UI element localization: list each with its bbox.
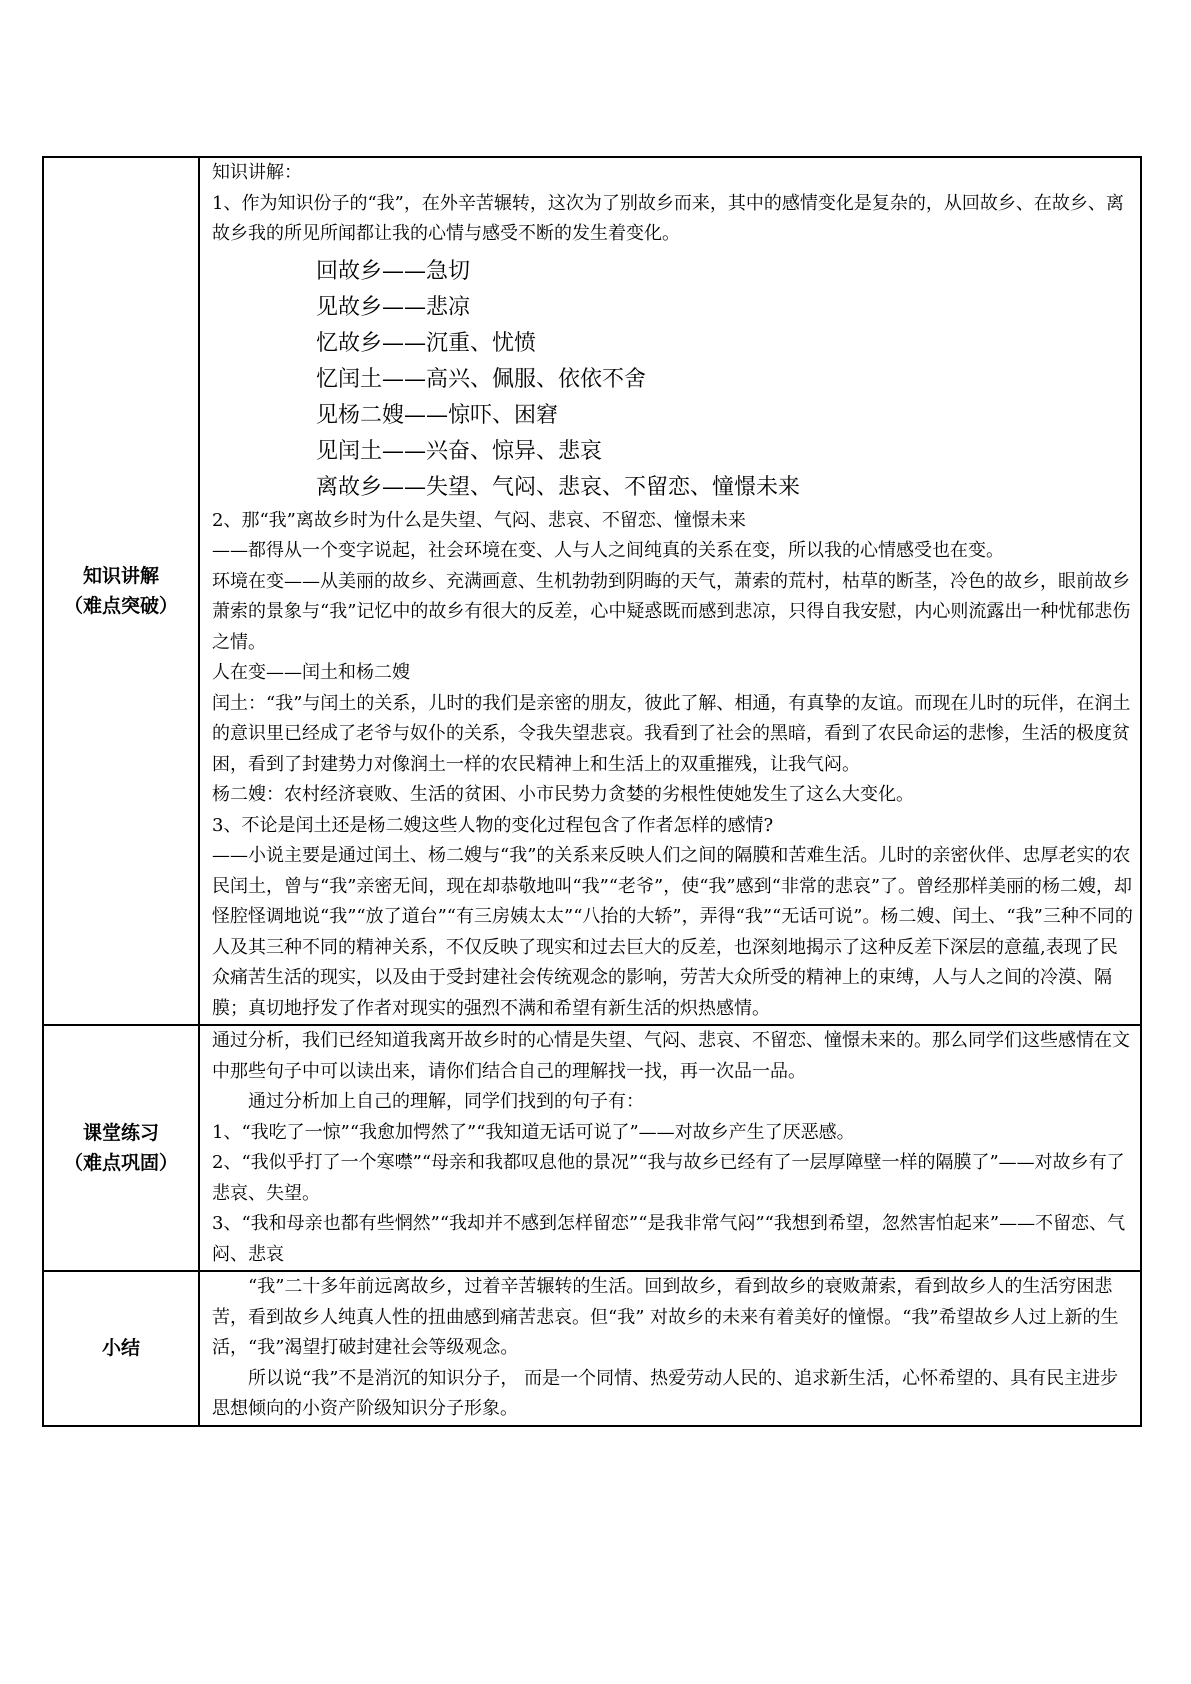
feeling-line: 回故乡——急切 — [316, 258, 471, 284]
environment-change: 环境在变——从美丽的故乡、充满画意、生机勃勃到阴晦的天气，萧索的荒村，枯草的断茎，冷色的故乡，眼前故乡萧索的景象与“我”记忆中的故乡有很大的反差，心中疑惑既而感到悲凉，只得自我安慰，内心则流露出一种忧郁悲伤之情。 — [212, 570, 1131, 653]
practice-item: 3、“我和母亲也都有些惘然”“我却并不感到怎样留恋”“是我非常气闷”“我想到希望，忽然害怕起来”——不留恋、气闷、悲哀 — [212, 1213, 1126, 1265]
feeling-line: 见杨二嫂——惊吓、困窘 — [316, 402, 559, 428]
knowledge-item-1: 1、作为知识份子的“我”，在外辛苦辗转，这次为了别故乡而来，其中的感情变化是复杂的，从回故乡、在故乡、离故乡我的所见所闻都让我的心情与感受不断的发生着变化。 — [212, 192, 1124, 244]
summary-label: 小结 — [101, 1337, 140, 1360]
summary-paragraph-2: 所以说“我”不是消沉的知识分子， 而是一个同情、热爱劳动人民的、追求新生活，心怀希望的、具有民主进步思想倾向的小资产阶级知识分子形象。 — [212, 1367, 1119, 1419]
practice-found: 通过分析加上自己的理解，同学们找到的句子有： — [248, 1091, 644, 1112]
knowledge-row — [43, 157, 1141, 1025]
summary-content — [199, 1271, 1141, 1426]
feeling-line: 忆闰土——高兴、佩服、依依不舍 — [316, 366, 647, 392]
feeling-line: 见闰土——兴奋、惊异、悲哀 — [316, 438, 603, 464]
knowledge-label-cell — [43, 157, 199, 1025]
practice-item: 2、“我似乎打了一个寒噤”“母亲和我都叹息他的景况”“我与故乡已经有了一层厚障壁一样的隔膜了”——对故乡有了悲哀、失望。 — [212, 1152, 1125, 1204]
knowledge-label: 知识讲解 — [82, 565, 159, 587]
people-change: 人在变——闰土和杨二嫂 — [212, 662, 410, 683]
practice-label: 课堂练习 — [82, 1122, 159, 1144]
practice-item: 1、“我吃了一惊”“我愈加愕然了”“我知道无话可说了”——对故乡产生了厌恶感。 — [212, 1121, 855, 1143]
knowledge-item-2-answer: ——都得从一个变字说起，社会环境在变、人与人之间纯真的关系在变，所以我的心情感受也在变。 — [212, 540, 1004, 561]
summary-paragraph-1: “我”二十多年前远离故乡，过着辛苦辗转的生活。回到故乡，看到故乡的衰败萧索，看到故乡人的生活穷困悲苦，看到故乡人纯真人性的扭曲感到痛苦悲哀。但“我” 对故乡的未来有着美好的憧憬。“我”希望故乡人过上新的生活，“我”渴望打破封建社会等级观念。 — [212, 1276, 1119, 1358]
lesson-table — [42, 156, 1142, 1427]
knowledge-sublabel: （难点突破） — [63, 595, 178, 617]
practice-row — [43, 1025, 1141, 1271]
practice-sublabel: （难点巩固） — [63, 1152, 178, 1174]
runtu-analysis: 闰土：“我”与闰土的关系，儿时的我们是亲密的朋友，彼此了解、相通，有真挚的友谊。而现在儿时的玩伴，在润土的意识里已经成了老爷与奴仆的关系，令我失望悲哀。我看到了社会的黑暗，看到了农民命运的悲惨，生活的极度贫困，看到了封建势力对像润土一样的农民精神上和生活上的双重摧残，让我气闷。 — [212, 692, 1131, 775]
knowledge-item-2: 2、那“我”离故乡时为什么是失望、气闷、悲哀、不留恋、憧憬未来 — [212, 509, 746, 531]
feeling-line: 离故乡——失望、气闷、悲哀、不留恋、憧憬未来 — [316, 474, 801, 500]
summary-label-cell — [43, 1271, 199, 1426]
practice-content — [199, 1025, 1141, 1271]
yang-analysis: 杨二嫂：农村经济衰败、生活的贫困、小市民势力贪婪的劣根性使她发生了这么大变化。 — [212, 784, 914, 805]
feeling-line: 忆故乡——沉重、忧愤 — [316, 330, 537, 356]
knowledge-heading: 知识讲解： — [212, 162, 302, 183]
summary-row — [43, 1271, 1141, 1426]
knowledge-content — [199, 157, 1141, 1025]
feeling-line: 见故乡——悲凉 — [316, 294, 471, 320]
practice-label-cell — [43, 1025, 199, 1271]
knowledge-item-3: 3、不论是闰土还是杨二嫂这些人物的变化过程包含了作者怎样的感情? — [212, 814, 774, 836]
practice-intro: 通过分析，我们已经知道我离开故乡时的心情是失望、气闷、悲哀、不留恋、憧憬未来的。那么同学们这些感情在文中那些句子中可以读出来，请你们结合自己的理解找一找，再一次品一品。 — [212, 1030, 1130, 1082]
knowledge-item-3-answer: ——小说主要是通过闰土、杨二嫂与“我”的关系来反映人们之间的隔膜和苦难生活。儿时的亲密伙伴、忠厚老实的农民闰土，曾与“我”亲密无间，现在却恭敬地叫“我”“老爷”，使“我”感到“非常的悲哀”了。曾经那样美丽的杨二嫂，却怪腔怪调地说“我”“放了道台”“有三房姨太太”“八抬的大轿”，弄得“我”“无话可说”。杨二嫂、闰土、“我”三种不同的人及其三种不同的精神关系，不仅反映了现实和过去巨大的反差，也深刻地揭示了这种反差下深层的意蕴,表现了民众痛苦生活的现实，以及由于受封建社会传统观念的影响，劳苦大众所受的精神上的束缚，人与人之间的冷漠、隔膜；真切地抒发了作者对现实的强烈不满和希望有新生活的炽热感情。 — [212, 845, 1133, 1019]
